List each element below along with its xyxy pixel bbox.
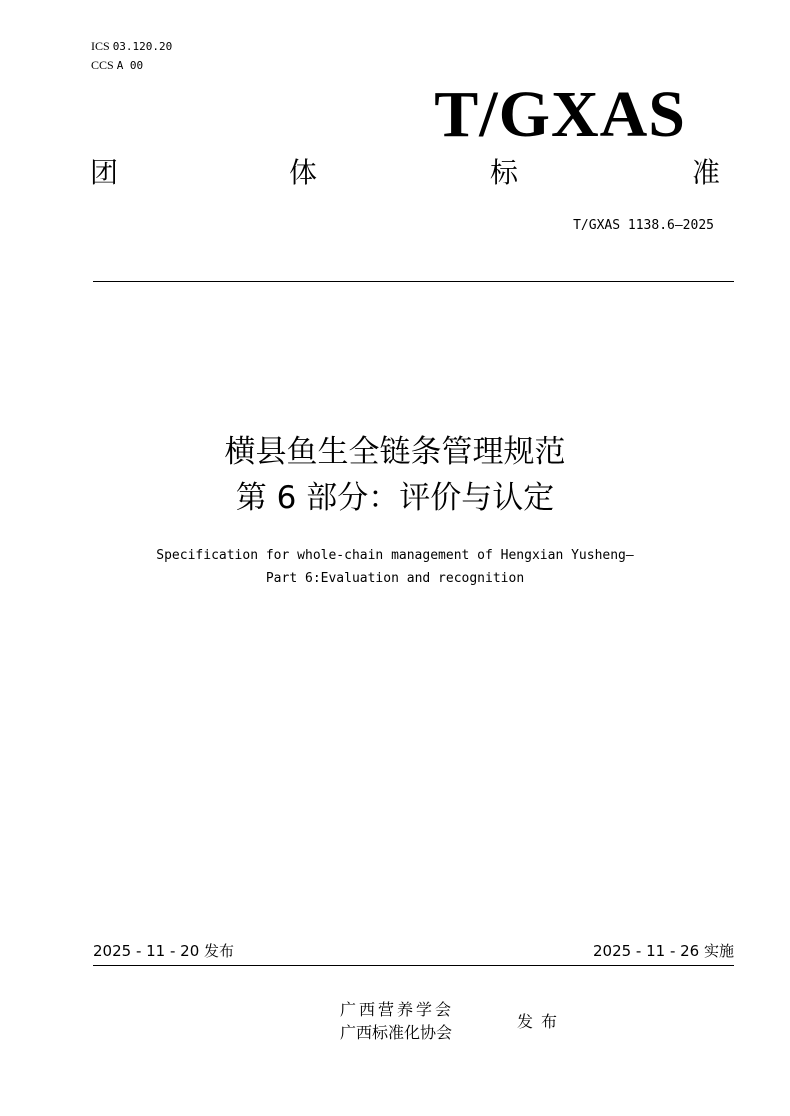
publish-date: 2025 - 11 - 20 发布 [93, 942, 235, 960]
publisher-org-2: 广西标准化协会 [340, 1023, 453, 1042]
title-cn-line1: 横县鱼生全链条管理规范 [224, 434, 566, 470]
ccs-label: CCS [91, 58, 114, 72]
title-cn-line2: 第 6 部分：评价与认定 [235, 480, 555, 516]
title-en-line1: Specification for whole-chain management of Hengxian Yusheng— [156, 548, 634, 563]
publisher-org-1: 广西营养学会 [340, 1000, 455, 1019]
standard-number: T/GXAS 1138.6—2025 [573, 218, 714, 233]
standard-brand: T/GXAS [434, 78, 686, 151]
ccs-line [91, 58, 143, 73]
header-divider [93, 281, 734, 282]
ccs-code: A 00 [116, 59, 144, 72]
issue-label: 发布 [517, 1012, 566, 1031]
ics-code: 03.120.20 [112, 40, 173, 53]
kind-char-4: 准 [692, 156, 721, 189]
kind-char-1: 团 [90, 156, 119, 189]
ics-line [91, 39, 172, 54]
ics-label: ICS [91, 39, 110, 53]
implement-date: 2025 - 11 - 26 实施 [592, 942, 734, 960]
kind-char-3: 标 [490, 156, 519, 189]
footer-divider [93, 965, 734, 966]
kind-char-2: 体 [289, 156, 318, 189]
title-en-line2: Part 6:Evaluation and recognition [265, 571, 525, 586]
